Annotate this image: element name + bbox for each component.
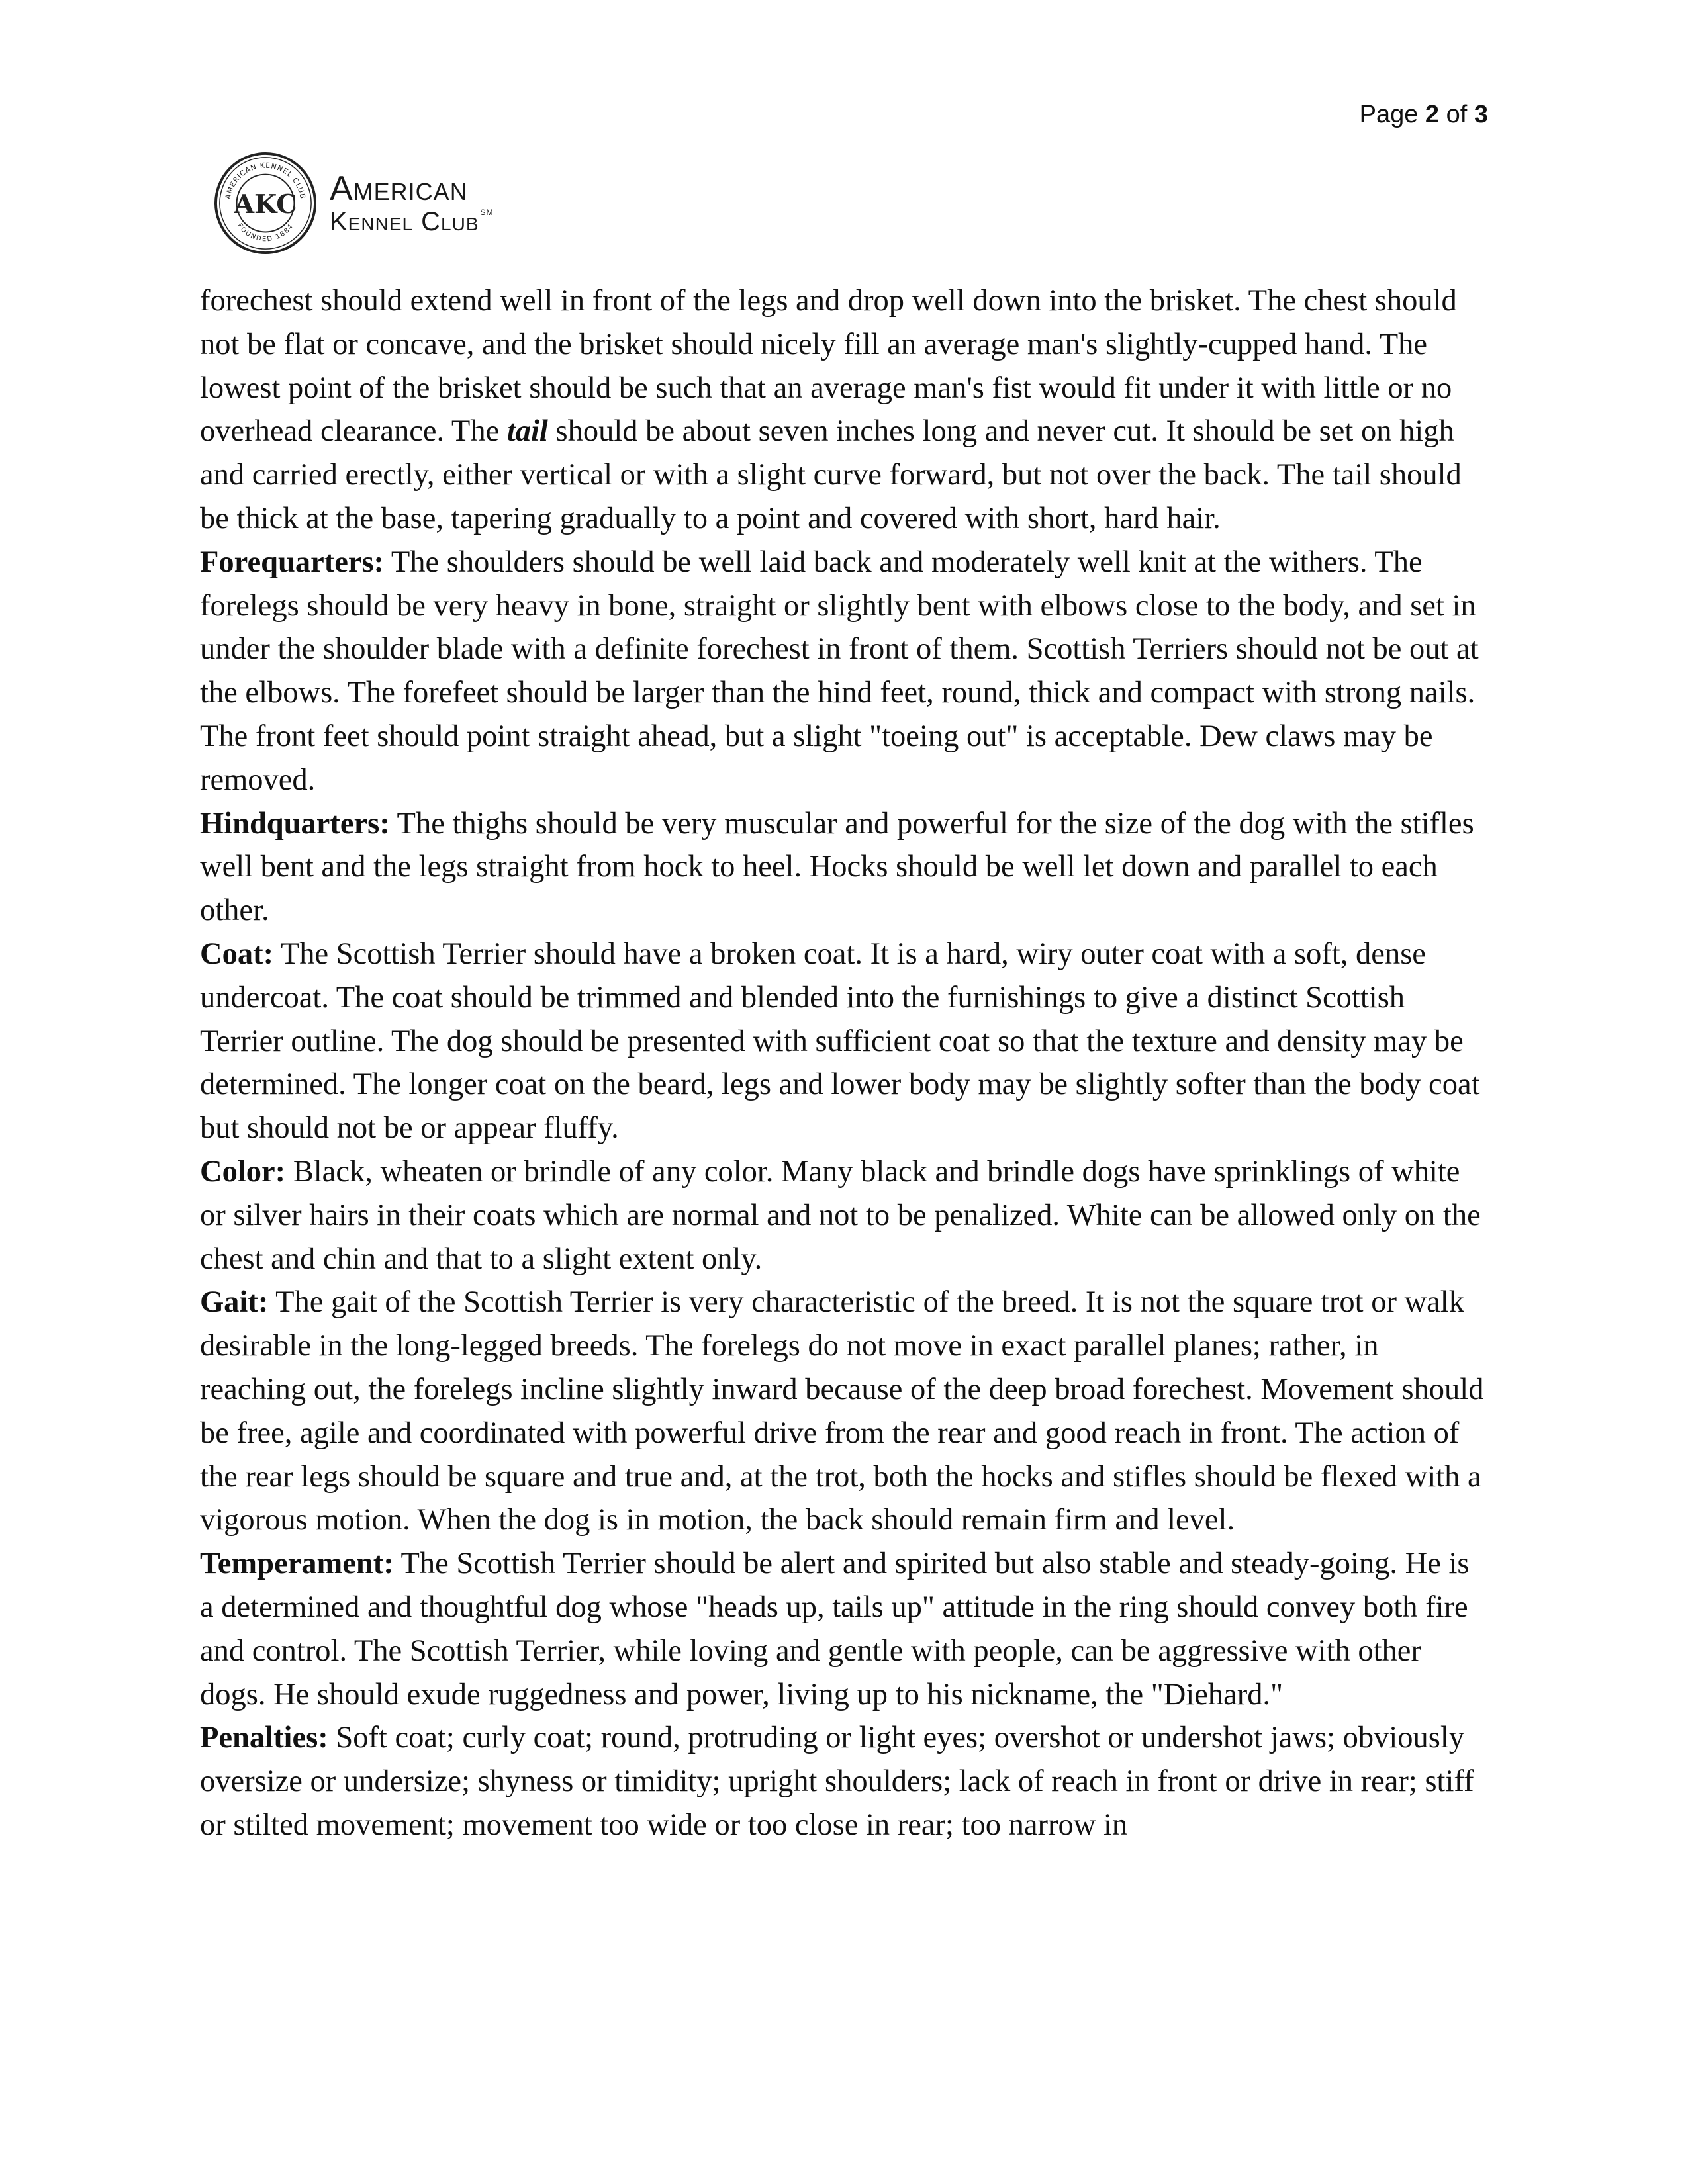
section-text: The Scottish Terrier should have a broken coat. It is a hard, wiry outer coat with a soft, dense undercoat. The coat should be trimmed and blended into the furnishings to give a distinct Scottish Terrier outline. The dog should be presented with sufficient coat so that the texture and density may be determined. The longer coat on the beard, legs and lower body may be slightly softer than the body coat but should not be or appear fluffy. xyxy=(200,936,1480,1146)
logo-line-1: American xyxy=(330,169,468,208)
page-total: 3 xyxy=(1474,101,1488,128)
logo-line-2-text: Kennel Club xyxy=(330,207,479,236)
section-penalties xyxy=(200,1716,1489,1846)
document-body xyxy=(200,279,1489,1847)
logo-service-mark: SM xyxy=(480,208,494,217)
intro-paragraph xyxy=(200,279,1489,541)
page-current: 2 xyxy=(1425,101,1440,128)
section-label: Forequarters: xyxy=(200,545,385,579)
section-temperament xyxy=(200,1542,1489,1716)
section-text: The gait of the Scottish Terrier is very characteristic of the breed. It is not the square trot or walk desirable in the long-legged breeds. The forelegs do not move in exact parallel planes; rather, in reaching out, the forelegs incline slightly inward because of the deep broad forechest. Movement should be free, agile and coordinated with powerful drive from the rear and good reach in front. The action of the rear legs should be square and true and, at the trot, both the hocks and stifles should be flexed with a vigorous motion. When the dog is in motion, the back should remain firm and level. xyxy=(200,1285,1484,1537)
section-hindquarters xyxy=(200,802,1489,933)
section-label: Temperament: xyxy=(200,1547,394,1581)
intro-text-b: should be about seven inches long and never cut. It should be set on high and carried erectly, either vertical or with a slight curve forward, but not over the back. The tail should be thick at the base, tapering gradually to a point and covered with short, hard hair. xyxy=(200,414,1462,535)
page-prefix: Page xyxy=(1359,101,1425,128)
seal-text-top: AMERICAN KENNEL CLUB xyxy=(223,161,308,200)
intro-text-a: forechest should extend well in front of the legs and drop well down into the brisket. The chest should not be flat or concave, and the brisket should nicely fill an average man's slightly-cupped hand. The lowest point of the brisket should be such that an average man's fist would fit under it with little or no overhead clearance. The xyxy=(200,284,1457,449)
section-label: Color: xyxy=(200,1154,286,1189)
section-text: Soft coat; curly coat; round, protruding or light eyes; overshot or undershot jaws; obviously oversize or undersize; shyness or timidity; upright shoulders; lack of reach in front or drive in rear; stiff or stilted movement; movement too wide or too close in rear; too narrow in xyxy=(200,1721,1474,1842)
section-color xyxy=(200,1150,1489,1281)
section-text: The shoulders should be well laid back and moderately well knit at the withers. The forelegs should be very heavy in bone, straight or slightly bent with elbows close to the body, and set in under the shoulder blade with a definite forechest in front of them. Scottish Terriers should not be out at the elbows. The forefeet should be larger than the hind feet, round, thick and compact with strong nails. The front feet should point straight ahead, but a slight "toeing out" is acceptable. Dew claws may be removed. xyxy=(200,545,1479,797)
akc-logo xyxy=(213,151,494,255)
logo-line-2 xyxy=(330,208,494,235)
section-text: The Scottish Terrier should be alert and spirited but also stable and steady-going. He is a determined and thoughtful dog whose "heads up, tails up" attitude in the ring should convey both fire and control. The Scottish Terrier, while loving and gentle with people, can be aggressive with other dogs. He should exude ruggedness and power, living up to his nickname, the "Diehard." xyxy=(200,1547,1470,1711)
section-label: Penalties: xyxy=(200,1721,328,1755)
section-label: Gait: xyxy=(200,1285,269,1320)
seal-text-bottom: FOUNDED 1884 xyxy=(236,222,295,244)
section-gait xyxy=(200,1281,1489,1542)
section-text: The thighs should be very muscular and powerful for the size of the dog with the stifles well bent and the legs straight from hock to heel. Hocks should be well let down and parallel to each other. xyxy=(200,806,1474,928)
section-coat xyxy=(200,933,1489,1150)
seal-initials: AKC xyxy=(234,189,297,220)
intro-emphasis-tail: tail xyxy=(506,414,548,449)
section-label: Coat: xyxy=(200,936,274,971)
svg-text:FOUNDED 1884 xyxy=(236,222,295,244)
page-number xyxy=(1360,101,1488,129)
section-label: Hindquarters: xyxy=(200,806,390,841)
logo-wordmark xyxy=(330,171,494,235)
akc-seal-icon xyxy=(213,151,318,255)
page-mid: of xyxy=(1439,101,1474,128)
section-forequarters xyxy=(200,541,1489,802)
section-text: Black, wheaten or brindle of any color. Many black and brindle dogs have sprinklings of white or silver hairs in their coats which are normal and not to be penalized. White can be allowed only on the chest and chin and that to a slight extent only. xyxy=(200,1154,1481,1276)
